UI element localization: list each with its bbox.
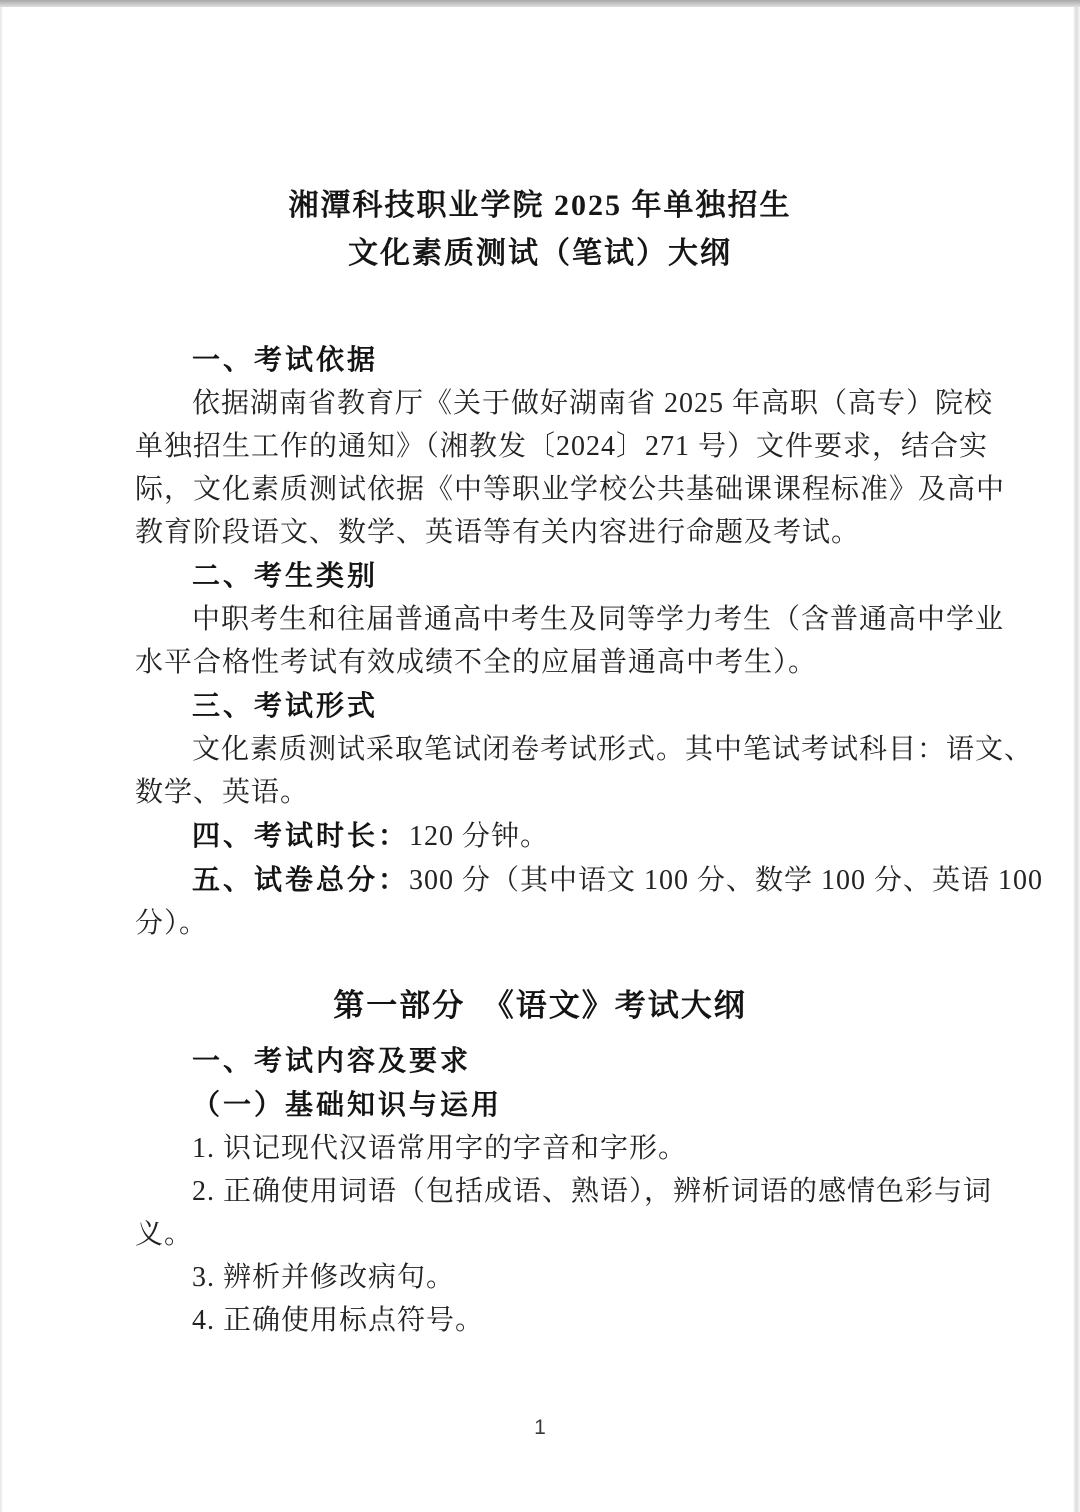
paragraph-line	[135, 598, 1005, 641]
text-segment: 义。	[135, 1219, 194, 1250]
page-number: 1	[534, 1416, 546, 1439]
text-segment: 依据湖南省教育厅《关于做好湖南省 2025 年高职（高专）院校	[192, 388, 994, 419]
text-segment: 水平合格性考试有效成绩不全的应届普通高中考生）。	[135, 647, 818, 678]
paragraph-line	[135, 728, 1034, 771]
numbered-item-2	[135, 1170, 993, 1213]
section-heading-3	[135, 684, 945, 728]
bold-text-segment: 第一部分 《语文》考试大纲	[333, 988, 747, 1023]
bold-text-segment: 三、考试形式	[192, 690, 379, 721]
text-segment: 单独招生工作的通知》（湘教发〔2024〕271 号）文件要求，结合实	[135, 431, 989, 462]
section-heading-5	[135, 858, 1044, 902]
paragraph-line	[135, 641, 945, 684]
scan-top-edge	[0, 0, 1080, 7]
text-segment: 4. 正确使用标点符号。	[192, 1305, 485, 1336]
section-heading-content	[135, 1039, 945, 1083]
document-title-line-2: 文化素质测试（笔试）大纲	[348, 237, 732, 270]
paragraph-line	[135, 425, 989, 468]
text-segment: 教育阶段语文、数学、英语等有关内容进行命题及考试。	[135, 517, 861, 548]
text-segment: 2. 正确使用词语（包括成语、熟语），辨析词语的感情色彩与词	[192, 1176, 993, 1207]
bold-text-segment: 五、试卷总分：	[192, 864, 410, 895]
numbered-item-3	[135, 1256, 945, 1299]
bold-text-segment: 二、考生类别	[192, 560, 379, 591]
paragraph-line	[135, 382, 994, 425]
section-heading-1	[135, 338, 945, 382]
document-body	[135, 338, 1044, 1342]
text-segment: 分）。	[135, 908, 209, 939]
paragraph-line	[135, 1213, 945, 1256]
text-segment: 3. 辨析并修改病句。	[192, 1262, 456, 1293]
text-segment: 中职考生和往届普通高中考生及同等学力考生（含普通高中学业	[192, 604, 1005, 635]
section-heading-4	[135, 814, 945, 858]
bold-text-segment: 一、考试依据	[192, 344, 379, 375]
text-segment: 数学、英语。	[135, 777, 310, 808]
text-segment: 1. 识记现代汉语常用字的字音和字形。	[192, 1133, 688, 1164]
text-segment: 300 分（其中语文 100 分、数学 100 分、英语 100	[409, 865, 1044, 896]
numbered-item-1	[135, 1127, 945, 1170]
text-segment: 际，文化素质测试依据《中等职业学校公共基础课课程标准》及高中	[135, 474, 1006, 505]
paragraph-line	[135, 902, 945, 945]
text-segment: 120 分钟。	[409, 821, 550, 852]
paragraph-line	[135, 771, 945, 814]
bold-text-segment: 四、考试时长：	[192, 820, 410, 851]
paragraph-line	[135, 511, 945, 554]
bold-text-segment: 一、考试内容及要求	[192, 1045, 472, 1076]
subsection-heading-basics	[135, 1083, 945, 1127]
paragraph-line	[135, 468, 1006, 511]
scan-left-edge	[0, 7, 3, 1512]
scan-right-edge	[1073, 7, 1080, 1512]
document-content	[135, 182, 1044, 1342]
numbered-item-4	[135, 1299, 945, 1342]
text-segment: 文化素质测试采取笔试闭卷考试形式。其中笔试考试科目：语文、	[192, 734, 1034, 765]
bold-text-segment: （一）基础知识与运用	[192, 1089, 503, 1120]
part-one-heading	[135, 981, 945, 1031]
document-title-line-1: 湘潭科技职业学院 2025 年单独招生	[288, 189, 792, 222]
section-heading-2	[135, 554, 945, 598]
